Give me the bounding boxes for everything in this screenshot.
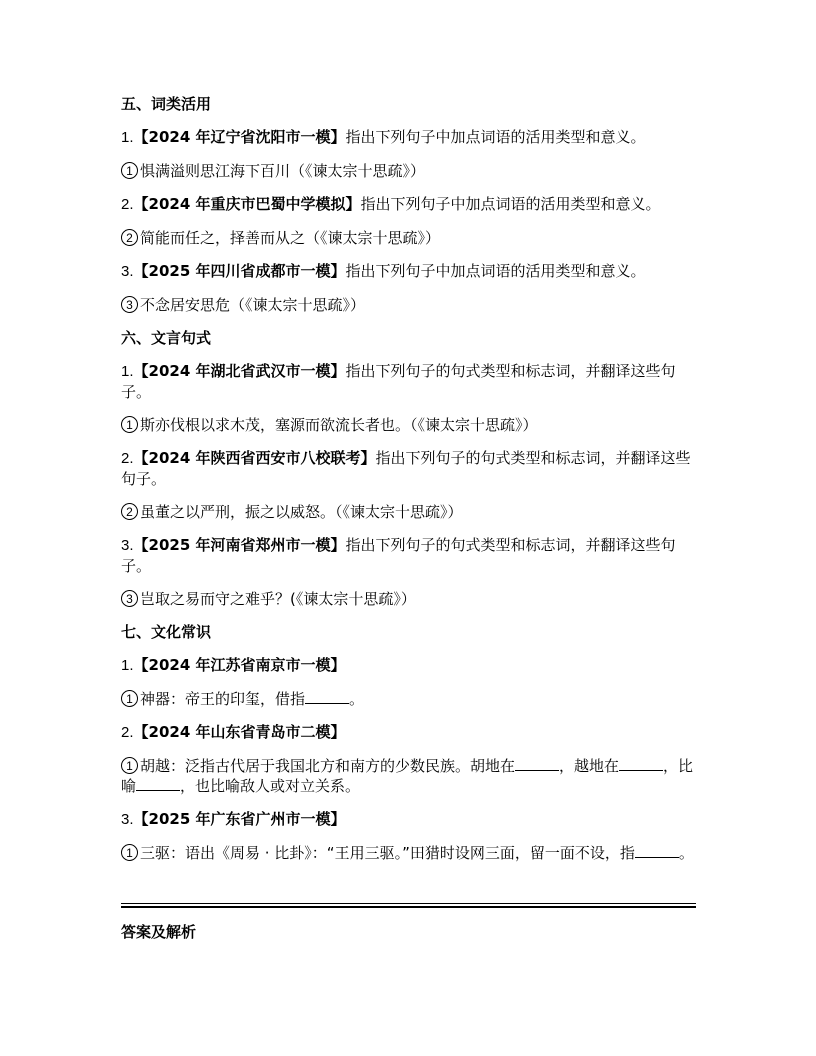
circled-number-mark: 2 (121, 503, 138, 520)
question-6-1 (121, 361, 696, 402)
circled-number-mark: 1 (121, 690, 138, 707)
sentence-6-1 (121, 415, 696, 435)
circled-number-mark: 1 (121, 416, 138, 433)
section-heading-7: 七、文化常识 (121, 623, 212, 641)
fill-blank[interactable] (635, 843, 679, 858)
question-prompt: 指出下列句子中加点词语的活用类型和意义。 (345, 262, 646, 280)
question-5-1 (121, 127, 696, 148)
question-5-3 (121, 261, 696, 282)
item-text: 神器：帝王的印玺，借指 (140, 690, 306, 708)
fill-blank[interactable] (305, 689, 349, 704)
question-7-3 (121, 809, 696, 830)
section-heading-6: 六、文言句式 (121, 329, 212, 347)
question-6-2 (121, 448, 696, 489)
section-heading-5: 五、词类活用 (121, 95, 212, 113)
example-sentence: 不念居安思危（《谏太宗十思疏》） (140, 296, 366, 314)
sentence-5-1 (121, 161, 696, 181)
circled-number-mark: 1 (121, 162, 138, 179)
example-sentence: 岂取之易而守之难乎？(《谏太宗十思疏》） (140, 590, 416, 608)
item-text: 三驱：语出《周易 · 比卦》：“王用三驱。”田猎时设网三面，留一面不设，指 (140, 844, 635, 862)
question-source: 【2024 年山东省青岛市二模】 (133, 723, 346, 741)
question-prompt: 指出下列句子中加点词语的活用类型和意义。 (345, 128, 646, 146)
question-7-1 (121, 655, 696, 676)
sentence-6-2 (121, 502, 696, 522)
example-sentence: 斯亦伐根以求木茂，塞源而欲流长者也。（《谏太宗十思疏》） (140, 416, 538, 434)
question-source: 【2025 年四川省成都市一模】 (133, 262, 346, 280)
item-text: ，越地在 (559, 757, 620, 775)
item-7-1 (121, 689, 696, 709)
item-text: ，比喻 (121, 757, 694, 795)
circled-number-mark: 1 (121, 757, 138, 774)
question-7-2 (121, 722, 696, 743)
question-content (121, 94, 696, 876)
question-5-2 (121, 194, 696, 215)
section-divider (121, 903, 696, 904)
question-source: 【2025 年广东省广州市一模】 (133, 810, 346, 828)
question-number: 2. (121, 724, 134, 741)
question-source: 【2024 年陕西省西安市八校联考】 (133, 449, 376, 467)
question-source: 【2024 年江苏省南京市一模】 (133, 656, 346, 674)
circled-number-mark: 2 (121, 229, 138, 246)
item-text-end: 。 (678, 844, 694, 862)
question-number: 2. (121, 450, 134, 467)
example-sentence: 简能而任之，择善而从之（《谏太宗十思疏》） (140, 229, 441, 247)
fill-blank[interactable] (619, 756, 663, 771)
answers-heading: 答案及解析 (121, 923, 197, 941)
sentence-5-2 (121, 228, 696, 248)
question-number: 3. (121, 811, 134, 828)
question-number: 1. (121, 657, 134, 674)
question-source: 【2024 年重庆市巴蜀中学模拟】 (133, 195, 361, 213)
circled-number-mark: 3 (121, 590, 138, 607)
question-prompt: 指出下列句子的句式类型和标志词，并翻译这些句子。 (121, 536, 676, 575)
question-number: 1. (121, 129, 134, 146)
question-prompt: 指出下列句子的句式类型和标志词，并翻译这些句子。 (121, 449, 691, 488)
example-sentence: 惧满溢则思江海下百川（《谏太宗十思疏》） (140, 162, 426, 180)
item-text: ，也比喻敌人或对立关系。 (180, 777, 361, 795)
question-prompt: 指出下列句子中加点词语的活用类型和意义。 (360, 195, 661, 213)
question-number: 2. (121, 196, 134, 213)
question-number: 3. (121, 537, 134, 554)
question-number: 1. (121, 363, 134, 380)
question-source: 【2024 年辽宁省沈阳市一模】 (133, 128, 346, 146)
sentence-6-3 (121, 589, 696, 609)
question-source: 【2024 年湖北省武汉市一模】 (133, 362, 346, 380)
question-source: 【2025 年河南省郑州市一模】 (133, 536, 346, 554)
item-text: 胡越：泛指古代居于我国北方和南方的少数民族。胡地在 (140, 757, 516, 775)
question-prompt: 指出下列句子的句式类型和标志词，并翻译这些句子。 (121, 362, 676, 401)
example-sentence: 虽董之以严刑，振之以威怒。（《谏太宗十思疏》） (140, 503, 463, 521)
fill-blank[interactable] (515, 756, 559, 771)
sentence-5-3 (121, 295, 696, 315)
question-6-3 (121, 535, 696, 576)
item-text-end: 。 (349, 690, 365, 708)
item-7-3 (121, 843, 696, 863)
section-divider-thick (121, 906, 696, 908)
circled-number-mark: 3 (121, 296, 138, 313)
item-7-2 (121, 756, 696, 796)
circled-number-mark: 1 (121, 844, 138, 861)
fill-blank[interactable] (136, 776, 180, 791)
question-number: 3. (121, 263, 134, 280)
